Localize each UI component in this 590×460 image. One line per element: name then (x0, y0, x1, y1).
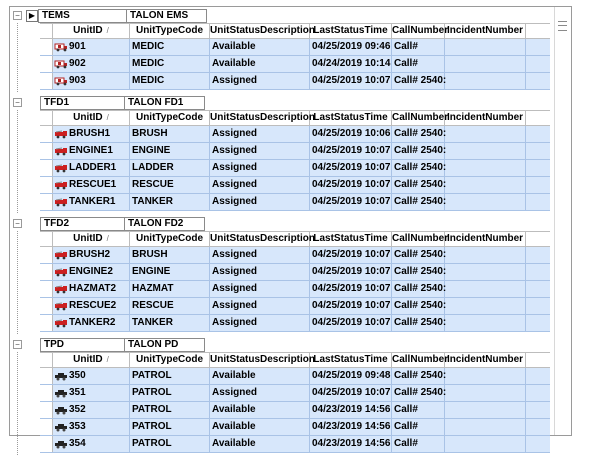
cell-callnumber[interactable]: Call# 2540: (392, 160, 445, 176)
collapse-toggle-icon[interactable]: − (13, 11, 22, 20)
cell-status[interactable]: Available (210, 56, 310, 72)
tree-line (17, 231, 18, 334)
cell-laststatustime[interactable]: 04/25/2019 10:07 (310, 177, 392, 193)
group-header (10, 94, 554, 110)
cell-status[interactable]: Available (210, 436, 310, 452)
police-car-icon (54, 372, 69, 381)
fire-truck-icon (54, 302, 69, 311)
cell-unittypecode[interactable]: MEDIC (130, 39, 210, 55)
cell-status[interactable]: Assigned (210, 298, 310, 314)
table-row[interactable] (40, 264, 550, 281)
cell-incidentnumber[interactable] (445, 56, 526, 72)
cell-unitid[interactable] (53, 298, 130, 314)
group-code: TEMS (39, 10, 127, 22)
cell-laststatustime[interactable]: 04/25/2019 10:07 (310, 264, 392, 280)
table-row[interactable] (40, 39, 550, 56)
cell-incidentnumber[interactable] (445, 160, 526, 176)
cell-unitid[interactable] (53, 39, 130, 55)
cell-unittypecode[interactable]: PATROL (130, 436, 210, 452)
cell-callnumber[interactable]: Call# (392, 402, 445, 418)
cell-incidentnumber[interactable] (445, 368, 526, 384)
column-header-row (40, 23, 550, 39)
cell-callnumber[interactable]: Call# 2540: (392, 177, 445, 193)
cell-callnumber[interactable]: Call# (392, 56, 445, 72)
cell-incidentnumber[interactable] (445, 264, 526, 280)
cell-unitid[interactable] (53, 177, 130, 193)
cell-unitid[interactable] (53, 436, 130, 452)
fire-truck-icon (54, 130, 69, 139)
fire-truck-icon (54, 198, 69, 207)
table-row[interactable] (40, 73, 550, 90)
unit-id-text: 902 (69, 58, 86, 69)
cell-laststatustime[interactable]: 04/25/2019 10:07 (310, 298, 392, 314)
cell-laststatustime[interactable]: 04/25/2019 10:07 (310, 73, 392, 89)
cell-laststatustime[interactable]: 04/25/2019 09:48 (310, 368, 392, 384)
cell-callnumber[interactable]: Call# 2540: (392, 126, 445, 142)
scroll-grip-icon[interactable] (558, 21, 567, 31)
group-code: TPD (41, 339, 125, 351)
cell-unitid[interactable] (53, 194, 130, 210)
cell-callnumber[interactable]: Call# 2540: (392, 368, 445, 384)
table-row[interactable] (40, 436, 550, 453)
table-row[interactable] (40, 160, 550, 177)
sort-indicator-icon: / (106, 26, 109, 35)
cell-status[interactable]: Available (210, 402, 310, 418)
cell-status[interactable]: Assigned (210, 177, 310, 193)
tree-line (17, 110, 18, 213)
expand-arrow-icon[interactable]: ▶ (26, 10, 38, 22)
cell-incidentnumber[interactable] (445, 402, 526, 418)
police-car-icon (54, 389, 69, 398)
column-header-row (40, 352, 550, 368)
cell-status[interactable]: Available (210, 368, 310, 384)
cell-unittypecode[interactable]: BRUSH (130, 247, 210, 263)
cell-unitid[interactable] (53, 368, 130, 384)
cell-unitid[interactable] (53, 247, 130, 263)
header-unitid[interactable] (53, 24, 130, 38)
cell-callnumber[interactable]: Call# 2540: (392, 298, 445, 314)
header-unitstatusdescription[interactable]: UnitStatusDescription (210, 25, 316, 36)
cell-laststatustime[interactable]: 04/25/2019 10:07 (310, 194, 392, 210)
unit-group-tfd1 (10, 94, 554, 215)
group-title (40, 96, 205, 110)
row-indicator-header (40, 232, 53, 246)
cell-unitid[interactable] (53, 385, 130, 401)
cell-unittypecode[interactable]: ENGINE (130, 143, 210, 159)
row-indicator (40, 160, 53, 176)
table-row[interactable] (40, 385, 550, 402)
header-unitid-label: UnitID (73, 354, 103, 365)
sort-indicator-icon: / (106, 234, 109, 243)
table-row[interactable] (40, 247, 550, 264)
cell-unittypecode[interactable]: TANKER (130, 315, 210, 331)
table-row[interactable] (40, 315, 550, 332)
table-row[interactable] (40, 177, 550, 194)
vertical-scrollbar[interactable] (554, 7, 571, 435)
cell-unitid[interactable] (53, 281, 130, 297)
fire-truck-icon (54, 181, 69, 190)
cell-laststatustime[interactable]: 04/25/2019 09:46 (310, 39, 392, 55)
cell-incidentnumber[interactable] (445, 194, 526, 210)
police-car-icon (54, 440, 69, 449)
cell-laststatustime[interactable]: 04/23/2019 14:56 (310, 436, 392, 452)
cell-unittypecode[interactable]: BRUSH (130, 126, 210, 142)
header-unittypecode[interactable]: UnitTypeCode (130, 24, 210, 38)
collapse-toggle-icon[interactable]: − (13, 98, 22, 107)
unit-table (40, 23, 550, 90)
fire-truck-icon (54, 164, 69, 173)
row-indicator (40, 436, 53, 452)
cell-unittypecode[interactable]: MEDIC (130, 73, 210, 89)
cell-unitid[interactable] (53, 160, 130, 176)
row-indicator-header (40, 111, 53, 125)
ambulance-icon (54, 43, 69, 52)
cell-laststatustime[interactable]: 04/23/2019 14:56 (310, 419, 392, 435)
group-title (40, 217, 205, 231)
cell-unitid[interactable] (53, 264, 130, 280)
cell-incidentnumber[interactable] (445, 247, 526, 263)
cell-status[interactable]: Assigned (210, 126, 310, 142)
unit-id-text: 903 (69, 75, 86, 86)
fire-truck-icon (54, 285, 69, 294)
unit-id-text: ENGINE1 (69, 145, 113, 156)
cell-unitid[interactable] (53, 419, 130, 435)
cell-status[interactable]: Available (210, 39, 310, 55)
cell-status[interactable]: Assigned (210, 264, 310, 280)
cell-callnumber[interactable]: Call# (392, 419, 445, 435)
table-row[interactable] (40, 298, 550, 315)
row-indicator (40, 402, 53, 418)
group-header (10, 215, 554, 231)
unit-id-text: LADDER1 (69, 162, 117, 173)
row-indicator (40, 194, 53, 210)
table-row[interactable] (40, 143, 550, 160)
cell-laststatustime[interactable]: 04/25/2019 10:07 (310, 281, 392, 297)
header-callnumber[interactable]: CallNumber (392, 233, 449, 244)
unit-id-text: BRUSH2 (69, 249, 111, 260)
row-indicator (40, 39, 53, 55)
group-name: TALON EMS (130, 10, 189, 21)
group-code: TFD2 (41, 218, 125, 230)
cell-unittypecode[interactable]: PATROL (130, 402, 210, 418)
cell-callnumber[interactable]: Call# (392, 436, 445, 452)
cell-incidentnumber[interactable] (445, 385, 526, 401)
header-unitid[interactable] (53, 353, 130, 367)
header-incidentnumber[interactable]: IncidentNumber (445, 353, 526, 367)
cell-status[interactable]: Assigned (210, 385, 310, 401)
table-row[interactable] (40, 368, 550, 385)
cell-unittypecode[interactable]: PATROL (130, 385, 210, 401)
cell-unittypecode[interactable]: RESCUE (130, 298, 210, 314)
sort-indicator-icon: / (106, 113, 109, 122)
header-incidentnumber[interactable]: IncidentNumber (445, 24, 526, 38)
cell-unittypecode[interactable]: LADDER (130, 160, 210, 176)
cell-laststatustime[interactable]: 04/25/2019 10:06 (310, 126, 392, 142)
row-indicator (40, 56, 53, 72)
header-unitstatusdescription[interactable]: UnitStatusDescription (210, 354, 316, 365)
header-laststatustime[interactable]: LastStatusTime (310, 232, 392, 246)
cell-callnumber[interactable]: Call# 2540: (392, 385, 445, 401)
unit-id-text: TANKER2 (69, 317, 116, 328)
header-unitid-label: UnitID (73, 25, 103, 36)
cell-laststatustime[interactable]: 04/25/2019 10:07 (310, 143, 392, 159)
column-header-row (40, 231, 550, 247)
cell-callnumber[interactable]: Call# 2540: (392, 281, 445, 297)
cell-unitid[interactable] (53, 143, 130, 159)
cell-incidentnumber[interactable] (445, 177, 526, 193)
cell-status[interactable]: Assigned (210, 315, 310, 331)
group-spacer (10, 453, 554, 457)
header-callnumber[interactable]: CallNumber (392, 112, 449, 123)
table-row[interactable] (40, 281, 550, 298)
cell-callnumber[interactable]: Call# (392, 39, 445, 55)
header-unitstatusdescription[interactable]: UnitStatusDescription (210, 112, 316, 123)
unit-group-tems (10, 7, 554, 94)
cell-unittypecode[interactable]: PATROL (130, 368, 210, 384)
cell-callnumber[interactable]: Call# 2540: (392, 315, 445, 331)
unit-group-tfd2 (10, 215, 554, 336)
cell-laststatustime[interactable]: 04/23/2019 14:56 (310, 402, 392, 418)
cell-incidentnumber[interactable] (445, 39, 526, 55)
header-incidentnumber[interactable]: IncidentNumber (445, 111, 526, 125)
header-unitid-label: UnitID (73, 233, 103, 244)
row-indicator-header (40, 353, 53, 367)
header-unittypecode[interactable]: UnitTypeCode (130, 232, 210, 246)
cell-status[interactable]: Assigned (210, 194, 310, 210)
unit-id-text: ENGINE2 (69, 266, 113, 277)
cell-unittypecode[interactable]: ENGINE (130, 264, 210, 280)
cell-laststatustime[interactable]: 04/25/2019 10:07 (310, 160, 392, 176)
row-indicator (40, 126, 53, 142)
unit-id-text: HAZMAT2 (69, 283, 117, 294)
fire-truck-icon (54, 268, 69, 277)
header-callnumber[interactable]: CallNumber (392, 25, 449, 36)
column-header-row (40, 110, 550, 126)
unit-id-text: 350 (69, 370, 86, 381)
unit-id-text: RESCUE2 (69, 300, 117, 311)
table-row[interactable] (40, 194, 550, 211)
table-row[interactable] (40, 402, 550, 419)
row-indicator (40, 177, 53, 193)
header-unitstatusdescription[interactable]: UnitStatusDescription (210, 233, 316, 244)
group-header (10, 336, 554, 352)
header-laststatustime[interactable]: LastStatusTime (310, 353, 392, 367)
cell-incidentnumber[interactable] (445, 73, 526, 89)
tree-line (17, 23, 18, 92)
header-laststatustime[interactable]: LastStatusTime (310, 24, 392, 38)
group-name: TALON FD2 (128, 218, 184, 229)
cell-unittypecode[interactable]: PATROL (130, 419, 210, 435)
unit-group-tpd (10, 336, 554, 457)
unit-id-text: 351 (69, 387, 86, 398)
fire-truck-icon (54, 319, 69, 328)
unit-status-grid (9, 6, 572, 449)
unit-id-text: TANKER1 (69, 196, 116, 207)
collapse-toggle-icon[interactable]: − (13, 340, 22, 349)
cell-status[interactable]: Assigned (210, 247, 310, 263)
police-car-icon (54, 423, 69, 432)
cell-unitid[interactable] (53, 315, 130, 331)
group-name: TALON PD (128, 339, 179, 350)
unit-id-text: BRUSH1 (69, 128, 111, 139)
header-unitid-label: UnitID (73, 112, 103, 123)
group-header (10, 7, 554, 23)
unit-id-text: 901 (69, 41, 86, 52)
header-unitid[interactable] (53, 232, 130, 246)
row-indicator (40, 315, 53, 331)
group-name: TALON FD1 (128, 97, 184, 108)
row-indicator (40, 298, 53, 314)
cell-unitid[interactable] (53, 402, 130, 418)
cell-unittypecode[interactable]: HAZMAT (130, 281, 210, 297)
table-row[interactable] (40, 419, 550, 436)
cell-unitid[interactable] (53, 126, 130, 142)
fire-truck-icon (54, 251, 69, 260)
cell-laststatustime[interactable]: 04/24/2019 10:14 (310, 56, 392, 72)
cell-laststatustime[interactable]: 04/25/2019 10:07 (310, 315, 392, 331)
row-indicator (40, 73, 53, 89)
row-indicator-header (40, 24, 53, 38)
table-row[interactable] (40, 56, 550, 73)
row-indicator (40, 419, 53, 435)
cell-status[interactable]: Assigned (210, 281, 310, 297)
cell-unittypecode[interactable]: TANKER (130, 194, 210, 210)
group-title (40, 338, 205, 352)
unit-table (40, 352, 550, 453)
header-unittypecode[interactable]: UnitTypeCode (130, 111, 210, 125)
cell-laststatustime[interactable]: 04/25/2019 10:07 (310, 247, 392, 263)
cell-callnumber[interactable]: Call# 2540: (392, 247, 445, 263)
cell-unitid[interactable] (53, 73, 130, 89)
unit-table (40, 110, 550, 211)
unit-id-text: 354 (69, 438, 86, 449)
cell-status[interactable]: Assigned (210, 143, 310, 159)
row-indicator (40, 281, 53, 297)
cell-laststatustime[interactable]: 04/25/2019 10:07 (310, 385, 392, 401)
cell-incidentnumber[interactable] (445, 281, 526, 297)
fire-truck-icon (54, 147, 69, 156)
cell-callnumber[interactable]: Call# 2540: (392, 73, 445, 89)
header-callnumber[interactable]: CallNumber (392, 354, 449, 365)
row-indicator (40, 247, 53, 263)
sort-indicator-icon: / (106, 355, 109, 364)
row-indicator (40, 143, 53, 159)
cell-status[interactable]: Assigned (210, 160, 310, 176)
cell-incidentnumber[interactable] (445, 298, 526, 314)
group-list (10, 7, 554, 457)
group-code: TFD1 (41, 97, 125, 109)
cell-callnumber[interactable]: Call# 2540: (392, 264, 445, 280)
unit-id-text: 353 (69, 421, 86, 432)
cell-callnumber[interactable]: Call# 2540: (392, 143, 445, 159)
cell-incidentnumber[interactable] (445, 419, 526, 435)
header-laststatustime[interactable]: LastStatusTime (310, 111, 392, 125)
unit-table (40, 231, 550, 332)
table-row[interactable] (40, 126, 550, 143)
group-title (38, 9, 207, 23)
police-car-icon (54, 406, 69, 415)
unit-id-text: RESCUE1 (69, 179, 117, 190)
cell-incidentnumber[interactable] (445, 436, 526, 452)
row-indicator (40, 264, 53, 280)
header-incidentnumber[interactable]: IncidentNumber (445, 232, 526, 246)
cell-unittypecode[interactable]: MEDIC (130, 56, 210, 72)
cell-unittypecode[interactable]: RESCUE (130, 177, 210, 193)
unit-id-text: 352 (69, 404, 86, 415)
ambulance-icon (54, 77, 69, 86)
collapse-toggle-icon[interactable]: − (13, 219, 22, 228)
tree-line (17, 352, 18, 455)
row-indicator (40, 368, 53, 384)
cell-status[interactable]: Available (210, 419, 310, 435)
cell-callnumber[interactable]: Call# 2540: (392, 194, 445, 210)
row-indicator (40, 385, 53, 401)
ambulance-icon (54, 60, 69, 69)
cell-incidentnumber[interactable] (445, 126, 526, 142)
header-unitid[interactable] (53, 111, 130, 125)
header-unittypecode[interactable]: UnitTypeCode (130, 353, 210, 367)
cell-incidentnumber[interactable] (445, 143, 526, 159)
cell-status[interactable]: Assigned (210, 73, 310, 89)
cell-unitid[interactable] (53, 56, 130, 72)
cell-incidentnumber[interactable] (445, 315, 526, 331)
